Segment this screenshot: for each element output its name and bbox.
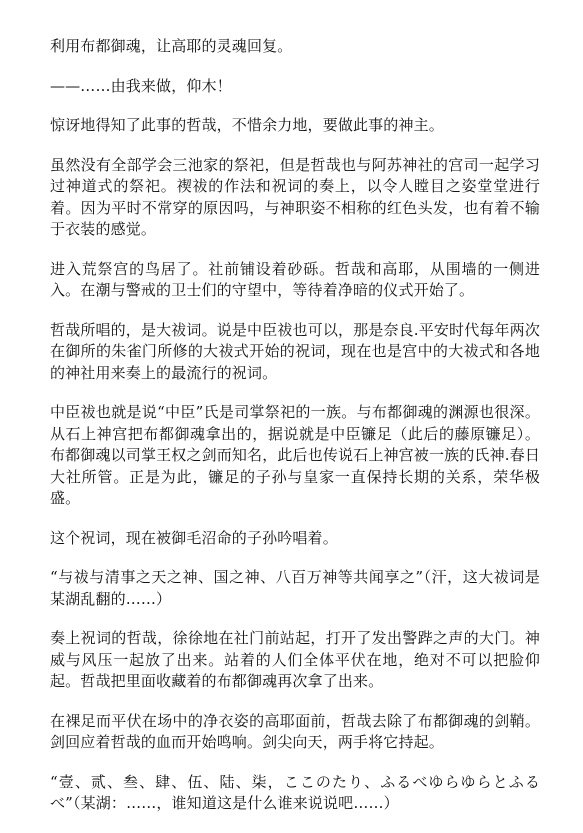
document-page <box>50 36 540 833</box>
paragraph-11: 在裸足而平伏在场中的净衣姿的高耶面前，哲哉去除了布都御魂的剑鞘。剑回应着哲哉的血而开始鸣响。剑尖向天，两手将它持起。 <box>50 711 540 751</box>
paragraph-12: “壹、贰、叁、肆、伍、陆、柒，ここのたり、ふるべゆらゆらとふるべ”（某湖：……，谁知道这是什么谁来说说吧……） <box>50 772 540 812</box>
paragraph-9: “与祓与清事之天之神、国之神、八百万神等共闻享之”（汗，这大祓词是某湖乱翻的……） <box>50 568 540 608</box>
paragraph-6: 哲哉所唱的，是大祓词。说是中臣祓也可以，那是奈良.平安时代每年两次在御所的朱雀门所修的大祓式开始的祝词，现在也是宫中的大祓式和各地的神社用来奏上的最流行的祝词。 <box>50 320 540 382</box>
paragraph-8: 这个祝词，现在被御毛沼命的子孙吟唱着。 <box>50 528 338 547</box>
paragraph-10: 奏上祝词的哲哉，徐徐地在社门前站起，打开了发出警跸之声的大门。神威与风压一起放了出来。站着的人们全体平伏在地，绝对不可以把脸仰起。哲哉把里面收藏着的布都御魂再次拿了出来。 <box>50 629 540 690</box>
paragraph-2: ——……由我来做，仰木！ <box>50 76 232 95</box>
paragraph-7: 中臣祓也就是说“中臣”氏是司掌祭祀的一族。与布都御魂的渊源也很深。从石上神宫把布都御魂拿出的，据说就是中臣镰足（此后的藤原镰足）。布都御魂以司掌王权之剑而知名，此后也传说石上神宫被一族的氏神.春日大社所管。正是为此，镰足的子孙与皇家一直保持长期的关系，荣华极盛。 <box>50 403 540 507</box>
paragraph-4: 虽然没有全部学会三池家的祭祀，但是哲哉也与阿苏神社的宫司一起学习过神道式的祭祀。禊祓的作法和祝词的奏上，以令人瞠目之姿堂堂进行着。因为平时不常穿的原因吗，与神职姿不相称的红色头发，也有着不输于衣装的感觉。 <box>50 155 540 238</box>
paragraph-5: 进入荒祭宫的鸟居了。社前铺设着砂砾。哲哉和高耶，从围墙的一侧进入。在潮与警戒的卫士们的守望中，等待着净暗的仪式开始了。 <box>50 259 540 299</box>
paragraph-3: 惊讶地得知了此事的哲哉，不惜余力地，要做此事的神主。 <box>50 116 444 134</box>
paragraph-1: 利用布都御魂，让高耶的灵魂回复。 <box>50 37 293 55</box>
